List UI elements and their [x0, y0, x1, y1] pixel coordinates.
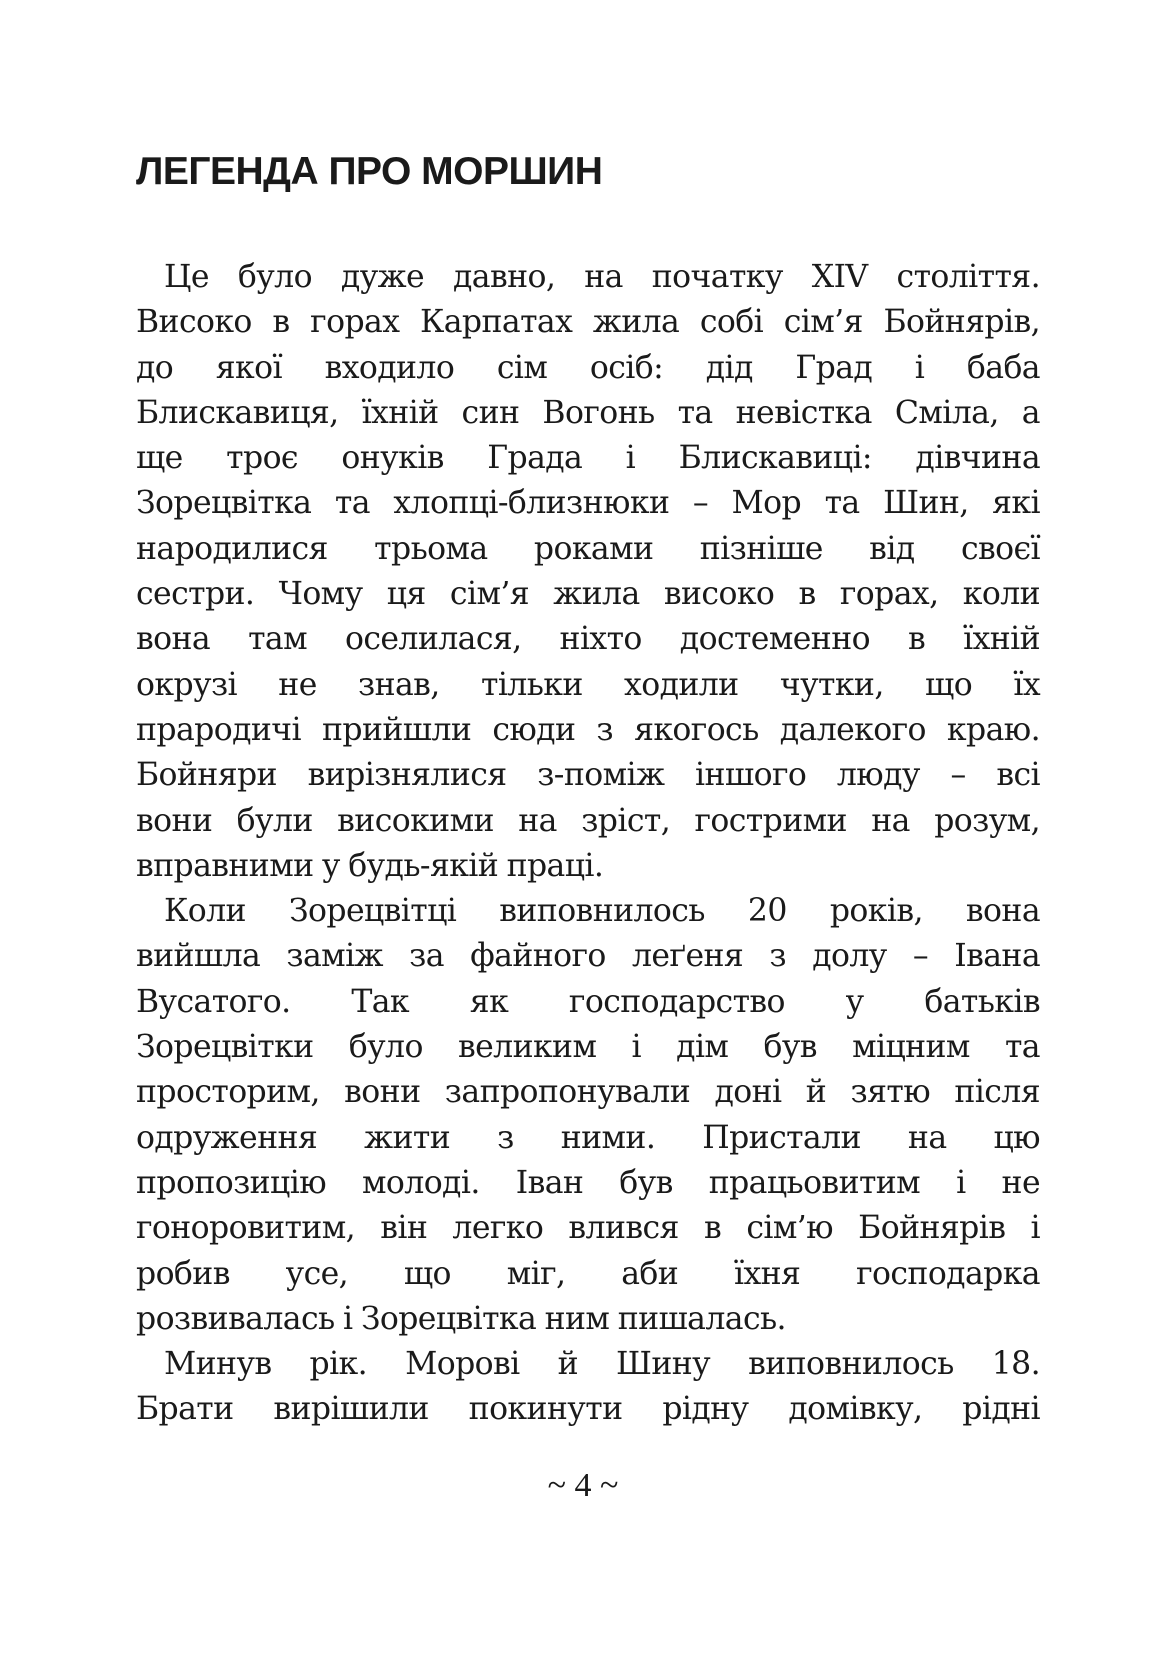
text-line: Бойняри вирізнялися з-поміж іншого люду – всі — [136, 757, 1040, 794]
text-line: Зорецвітка та хлопці-близнюки – Мор та Шин, які — [136, 485, 1040, 522]
text-line: Це було дуже давно, на початку XIV століття. — [164, 259, 1040, 295]
text-line: робив усе, що міг, аби їхня господарка — [136, 1255, 1040, 1292]
body-text — [136, 255, 1040, 1433]
text-line: прародичі прийшли сюди з якогось далекого краю. — [136, 711, 1040, 748]
text-line: розвивалась і Зорецвітка ним пишалась. — [136, 1300, 786, 1337]
text-line: гоноровитим, він легко влився в сім’ю Бойнярів і — [136, 1210, 1040, 1247]
text-line: ще троє онуків Града і Блискавиці: дівчина — [136, 440, 1040, 477]
text-line: пропозицію молоді. Іван був працьовитим і не — [136, 1164, 1040, 1201]
text-line: вийшла заміж за файного леґеня з долу – Івана — [136, 938, 1040, 975]
text-line: одруження жити з ними. Пристали на цю — [136, 1119, 1040, 1156]
text-line: вони були високими на зріст, гострими на розум, — [136, 802, 1040, 839]
text-line: вправними у будь-якій праці. — [136, 847, 604, 884]
page-title: ЛЕГЕНДА ПРО МОРШИН — [136, 150, 603, 193]
text-line: Минув рік. Морові й Шину виповнилось 18. — [164, 1346, 1040, 1383]
text-line: Високо в горах Карпатах жила собі сім’я Бойнярів, — [136, 304, 1040, 341]
text-line: сестри. Чому ця сім’я жила високо в горах, коли — [136, 576, 1040, 613]
text-line: Коли Зорецвітці виповнилось 20 років, вона — [164, 893, 1040, 930]
text-line: вона там оселилася, ніхто достеменно в їхній — [136, 621, 1040, 658]
text-line: Брати вирішили покинути рідну домівку, рідні — [136, 1391, 1040, 1428]
text-line: до якої входило сім осіб: дід Град і баба — [136, 349, 1040, 386]
page-number: ~ 4 ~ — [547, 1467, 619, 1504]
text-line: Зорецвітки було великим і дім був міцним та — [136, 1029, 1040, 1066]
text-line: Блискавиця, їхній син Вогонь та невістка Сміла, а — [136, 394, 1040, 431]
text-line: окрузі не знав, тільки ходили чутки, що їх — [136, 666, 1040, 703]
text-line: просторим, вони запропонували доні й зятю після — [136, 1074, 1040, 1111]
text-line: народилися трьома роками пізніше від своєї — [136, 530, 1040, 567]
text-line: Вусатого. Так як господарство у батьків — [136, 983, 1040, 1020]
